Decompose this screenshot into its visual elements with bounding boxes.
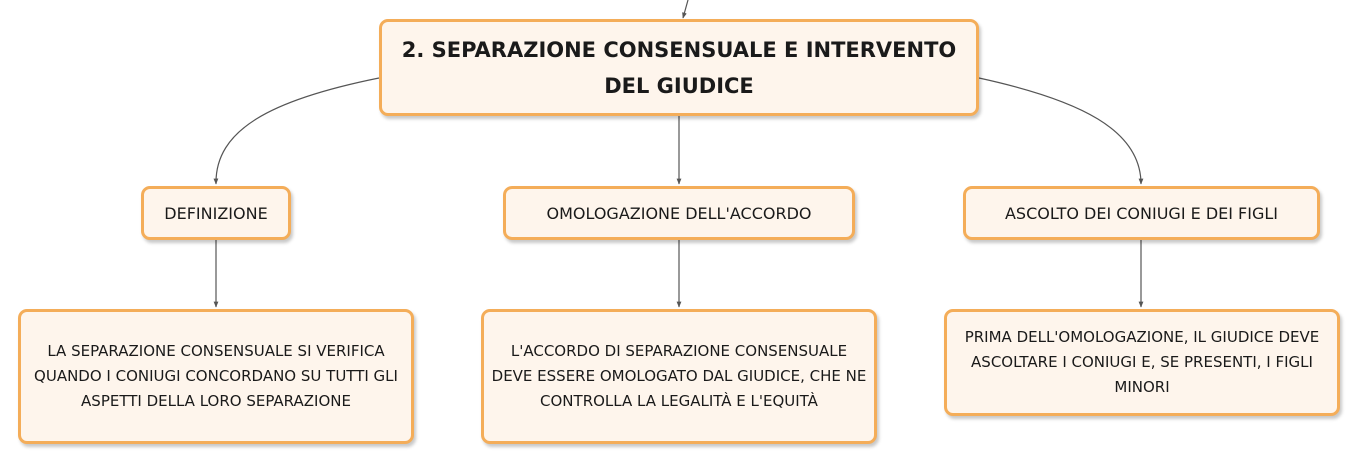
detail-omologazione[interactable] — [481, 309, 877, 444]
detail-ascolto-text: PRIMA DELL'OMOLOGAZIONE, IL GIUDICE DEVE ASCOLTARE I CONIUGI E, SE PRESENTI, I FIGLI MINORI — [964, 328, 1320, 396]
topic-omologazione-label: OMOLOGAZIONE DELL'ACCORDO — [546, 203, 812, 223]
root-topic-label: 2. SEPARAZIONE CONSENSUALE E INTERVENTO DEL GIUDICE — [401, 37, 957, 98]
topic-ascolto[interactable] — [963, 186, 1320, 240]
detail-definizione-text: LA SEPARAZIONE CONSENSUALE SI VERIFICA QUANDO I CONIUGI CONCORDANO SU TUTTI GLI ASPETTI DELLA LORO SEPARAZIONE — [34, 342, 398, 410]
incoming-connector — [683, 0, 688, 18]
detail-omologazione-text: L'ACCORDO DI SEPARAZIONE CONSENSUALE DEVE ESSERE OMOLOGATO DAL GIUDICE, CHE NE CONTROLLA LA LEGALITÀ E L'EQUITÀ — [491, 342, 867, 410]
connector-root-ascolto — [979, 78, 1141, 184]
topic-ascolto-label: ASCOLTO DEI CONIUGI E DEI FIGLI — [1004, 203, 1278, 223]
connector-root-definizione — [216, 78, 379, 184]
topic-omologazione[interactable] — [503, 186, 855, 240]
topic-definizione[interactable] — [141, 186, 291, 240]
detail-definizione[interactable] — [18, 309, 414, 444]
root-topic-node[interactable] — [379, 19, 979, 116]
topic-definizione-label: DEFINIZIONE — [164, 203, 268, 223]
detail-ascolto[interactable] — [944, 309, 1340, 416]
